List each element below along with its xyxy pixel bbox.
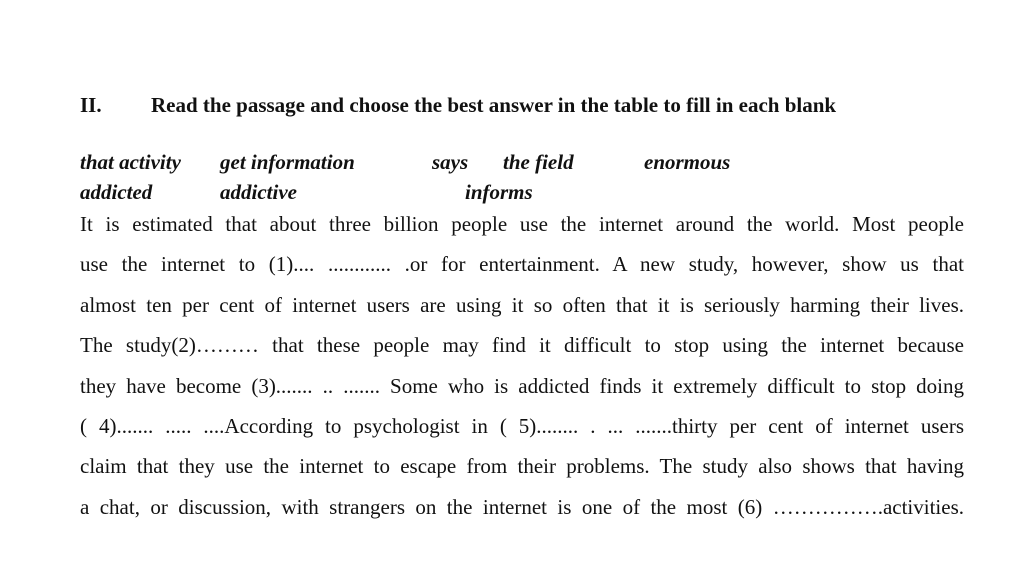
passage-line: almost ten per cent of internet users are using it so often that it is seriously harming their lives.	[80, 292, 964, 317]
exercise-number: II.	[80, 93, 102, 117]
passage-line: use the internet to (1).... ............ .or for entertainment. A new study, however, show us that	[80, 252, 964, 277]
passage-line: claim that they use the internet to escape from their problems. The study also shows that having	[80, 454, 964, 479]
word-option: that activity	[80, 150, 181, 174]
word-option: addictive	[220, 180, 297, 204]
word-option: addicted	[80, 180, 153, 204]
passage-line: ( 4)....... ..... ....According to psychologist in ( 5)........ . ... .......thirty per cent of internet users	[80, 413, 964, 438]
passage-line: they have become (3)....... .. ....... Some who is addicted finds it extremely difficult to stop doing	[80, 373, 964, 398]
passage-line: a chat, or discussion, with strangers on the internet is one of the most (6) …………….activities.	[80, 494, 964, 519]
exercise-instruction: Read the passage and choose the best answer in the table to fill in each blank	[151, 93, 837, 117]
word-option: says	[432, 150, 469, 174]
passage-line: The study(2)……… that these people may find it difficult to stop using the internet because	[80, 333, 964, 358]
word-box	[80, 150, 960, 210]
word-option: enormous	[644, 150, 731, 174]
word-option: get information	[220, 150, 355, 174]
word-option: informs	[465, 180, 533, 204]
reading-passage	[80, 209, 964, 532]
word-option: the field	[503, 150, 574, 174]
passage-line: It is estimated that about three billion people use the internet around the world. Most people	[80, 212, 964, 236]
